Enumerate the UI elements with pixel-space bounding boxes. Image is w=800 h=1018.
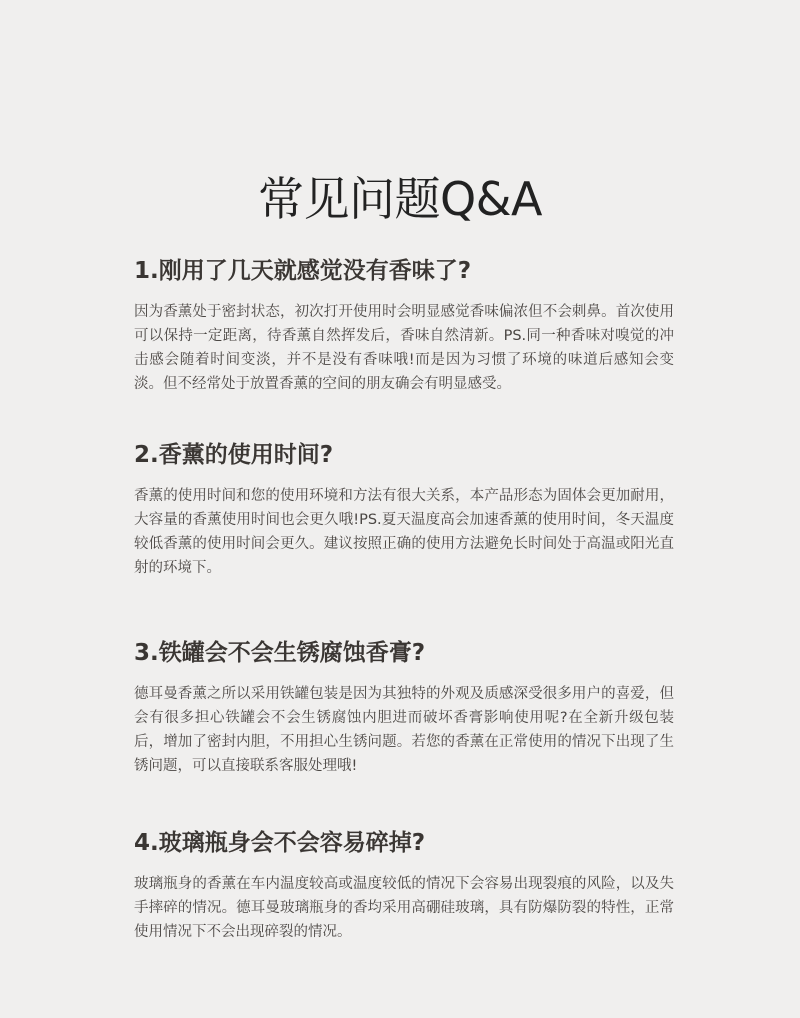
faq-item — [134, 828, 674, 944]
faq-question: 3.铁罐会不会生锈腐蚀香膏? — [134, 640, 426, 666]
faq-answer: 因为香薰处于密封状态，初次打开使用时会明显感觉香味偏浓但不会刺鼻。首次使用可以保持一定距离，待香薰自然挥发后，香味自然清新。PS.同一种香味对嗅觉的冲击感会随着时间变淡，并不是没有香味哦!而是因为习惯了环境的味道后感知会变淡。但不经常处于放置香薰的空间的朋友确会有明显感受。 — [134, 304, 674, 392]
faq-item — [134, 440, 674, 580]
faq-item — [134, 256, 674, 396]
page-title: 常见问题Q&A — [257, 171, 543, 226]
faq-question: 2.香薰的使用时间? — [134, 442, 334, 468]
faq-answer: 香薰的使用时间和您的使用环境和方法有很大关系，本产品形态为固体会更加耐用，大容量的香薰使用时间也会更久哦!PS.夏天温度高会加速香薰的使用时间，冬天温度较低香薰的使用时间会更久。建议按照正确的使用方法避免长时间处于高温或阳光直射的环境下。 — [134, 488, 674, 576]
faq-answer: 玻璃瓶身的香薰在车内温度较高或温度较低的情况下会容易出现裂痕的风险，以及失手摔碎的情况。德耳曼玻璃瓶身的香均采用高硼硅玻璃，具有防爆防裂的特性，正常使用情况下不会出现碎裂的情况。 — [134, 876, 674, 940]
faq-item — [134, 638, 674, 778]
faq-question: 4.玻璃瓶身会不会容易碎掉? — [134, 830, 426, 856]
faq-answer: 德耳曼香薰之所以采用铁罐包装是因为其独特的外观及质感深受很多用户的喜爱，但会有很多担心铁罐会不会生锈腐蚀内胆进而破坏香膏影响使用呢?在全新升级包装后，增加了密封内胆，不用担心生锈问题。若您的香薰在正常使用的情况下出现了生锈问题，可以直接联系客服处理哦! — [134, 686, 674, 774]
faq-question: 1.刚用了几天就感觉没有香味了? — [134, 258, 472, 284]
